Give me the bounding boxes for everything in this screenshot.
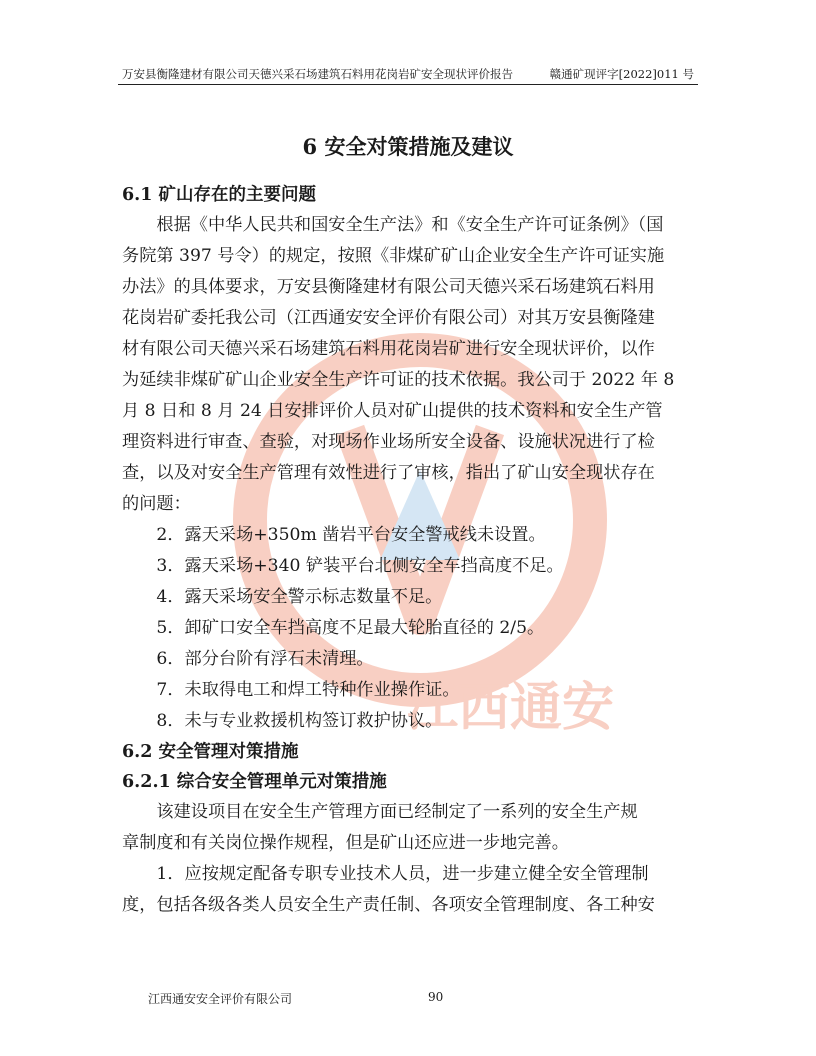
intro-line: 月 8 日和 8 月 24 日安排评价人员对矿山提供的技术资料和安全生产管	[122, 401, 663, 421]
footer-company: 江西通安安全评价有限公司	[148, 992, 293, 1006]
section-6-2-1-para	[122, 797, 698, 859]
para-line: 章制度和有关岗位操作规程，但是矿山还应进一步地完善。	[122, 833, 569, 853]
problem-item: 8．未与专业救援机构签订救护协议。	[156, 711, 443, 731]
para-line: 该建设项目在安全生产管理方面已经制定了一系列的安全生产规	[156, 802, 638, 822]
intro-line: 查，以及对安全生产管理有效性进行了审核，指出了矿山安全现状存在	[122, 463, 655, 483]
intro-line: 材有限公司天德兴采石场建筑石料用花岗岩矿进行安全现状评价，以作	[122, 339, 655, 359]
header-report-title: 万安县衡隆建材有限公司天德兴采石场建筑石料用花岗岩矿安全现状评价报告	[122, 67, 513, 81]
para-line: 1．应按规定配备专职专业技术人员，进一步建立健全安全管理制	[156, 864, 649, 884]
intro-line: 的问题：	[122, 494, 191, 514]
intro-line: 花岗岩矿委托我公司（江西通安安全评价有限公司）对其万安县衡隆建	[122, 308, 655, 328]
problem-item: 2．露天采场+350m 凿岩平台安全警戒线未设置。	[156, 525, 546, 545]
intro-line: 办法》的具体要求，万安县衡隆建材有限公司天德兴采石场建筑石料用	[122, 277, 655, 297]
intro-line: 为延续非煤矿矿山企业安全生产许可证的技术依据。我公司于 2022 年 8	[122, 370, 675, 390]
intro-line: 根据《中华人民共和国安全生产法》和《安全生产许可证条例》（国	[156, 215, 664, 235]
para-line: 度，包括各级各类人员安全生产责任制、各项安全管理制度、各工种安	[122, 895, 655, 915]
intro-line: 务院第 397 号令）的规定，按照《非煤矿矿山企业安全生产许可证实施	[122, 246, 665, 266]
header-divider	[118, 84, 698, 85]
page-number: 90	[428, 990, 444, 1004]
header-report-number: 赣通矿现评字[2022]011 号	[549, 67, 694, 81]
section-6-1-intro	[122, 210, 698, 520]
page-footer	[0, 990, 816, 1010]
problem-item: 7．未取得电工和焊工特种作业操作证。	[156, 680, 460, 700]
problem-item: 5．卸矿口安全车挡高度不足最大轮胎直径的 2/5。	[156, 618, 545, 638]
page-header	[122, 62, 694, 82]
problem-item: 4．露天采场安全警示标志数量不足。	[156, 587, 443, 607]
section-6-1-title: 6.1 矿山存在的主要问题	[122, 185, 317, 205]
section-6-2-title: 6.2 安全管理对策措施	[122, 742, 299, 762]
problem-item: 6．部分台阶有浮石未清理。	[156, 649, 374, 669]
measure-item-1	[122, 859, 698, 921]
problem-item: 3．露天采场+340 铲装平台北侧安全车挡高度不足。	[156, 556, 564, 576]
chapter-title: 6 安全对策措施及建议	[302, 134, 514, 159]
subsection-6-2-1-title: 6.2.1 综合安全管理单元对策措施	[122, 772, 387, 792]
main-content	[122, 180, 698, 921]
watermark-text: 江西通安	[405, 678, 615, 738]
intro-line: 理资料进行审查、查验，对现场作业场所安全设备、设施状况进行了检	[122, 432, 655, 452]
